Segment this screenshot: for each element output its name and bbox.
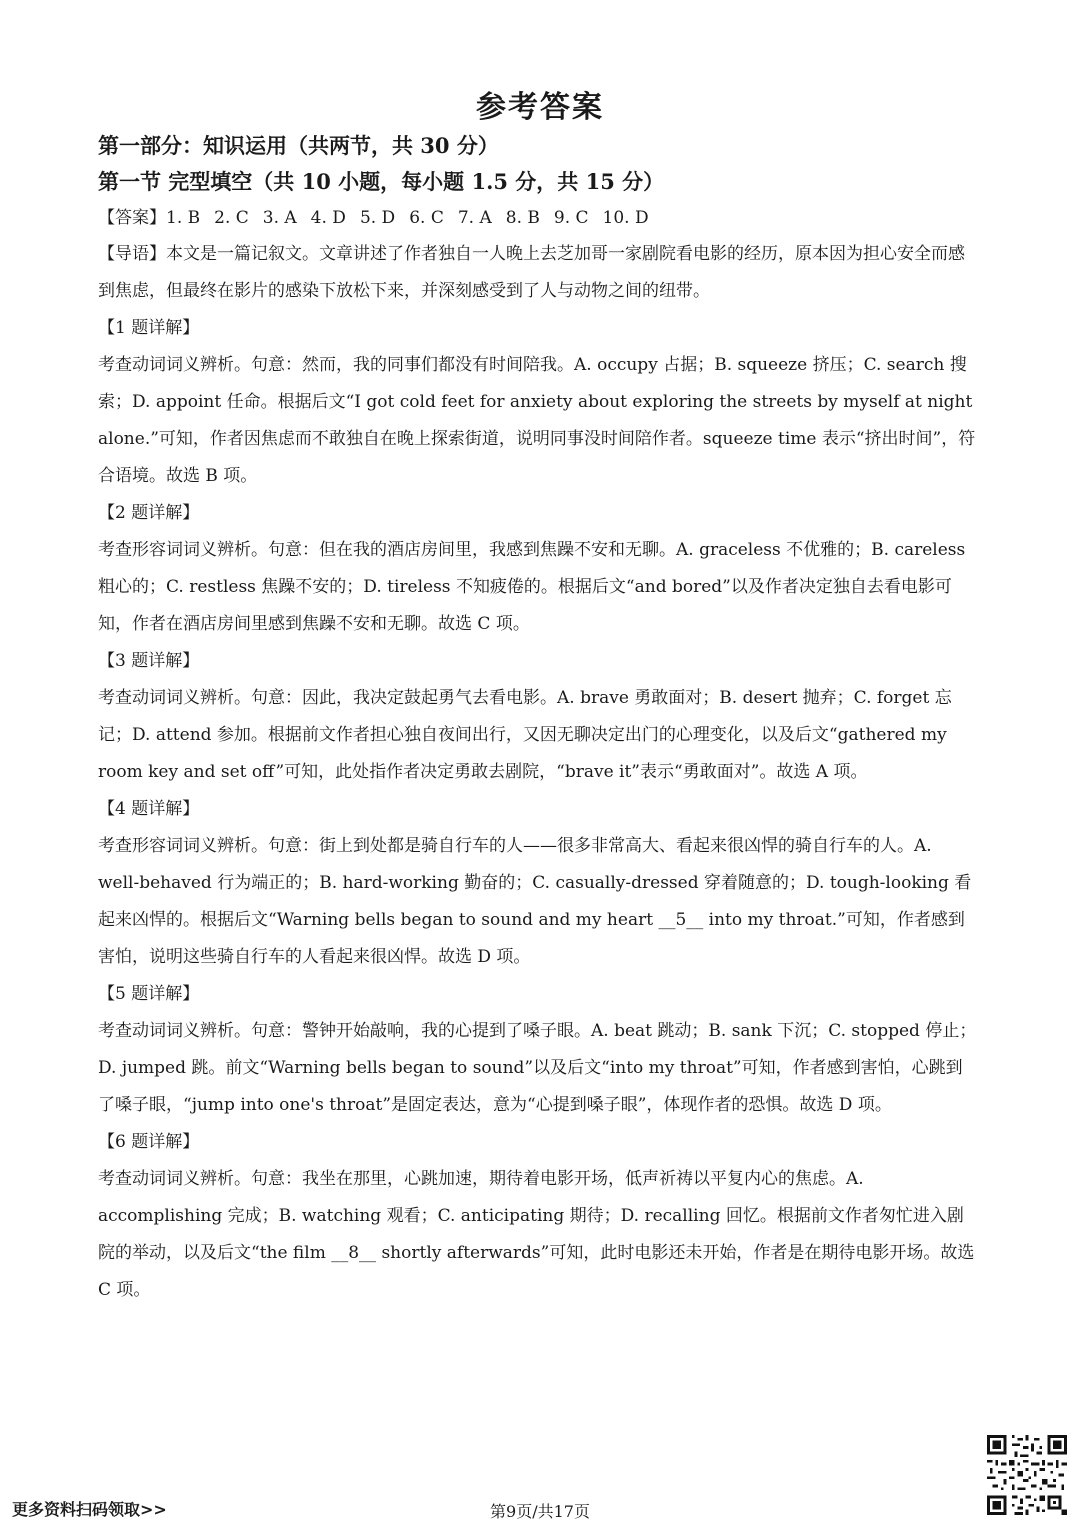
part-heading: 第一部分：知识运用（共两节，共 30 分） — [98, 133, 499, 158]
question-explanation: 考查动词词义辨析。句意：然而，我的同事们都没有时间陪我。A. occupy 占据；B. squeeze 挤压；C. search 搜索；D. appoint 任命。根据后文“I got cold feet for anxiety about exploring the streets by myself at night alone.”可知，作者因焦虑而不敢独自在晚上探索街道，说明同事没时间陪作者。squeeze time 表示“挤出时间”，符合语境。故选 B 项。 — [98, 355, 976, 486]
answer-item: 4. D — [310, 208, 346, 228]
answer-key — [98, 200, 978, 236]
question-heading: 【6 题详解】 — [98, 1132, 200, 1152]
question-explanation: 考查动词词义辨析。句意：我坐在那里，心跳加速，期待着电影开场，低声祈祷以平复内心的焦虑。A. accomplishing 完成；B. watching 观看；C. anticipating 期待；D. recalling 回忆。根据前文作者匆忙进入剧院的举动，以及后文“the film __8__ shortly afterwards”可知，此时电影还未开始，作者是在期待电影开场。故选 C 项。 — [98, 1169, 975, 1300]
question-heading: 【5 题详解】 — [98, 984, 200, 1004]
question-heading: 【4 题详解】 — [98, 799, 200, 819]
intro-paragraph — [98, 236, 978, 310]
answer-item: 3. A — [262, 208, 297, 228]
question-explanation: 考查形容词词义辨析。句意：街上到处都是骑自行车的人——很多非常高大、看起来很凶悍的骑自行车的人。A. well-behaved 行为端正的；B. hard-working 勤奋的；C. casually-dressed 穿着随意的；D. tough-looking 看起来凶悍的。根据后文“Warning bells began to sound and my heart __5__ into my throat.”可知，作者感到害怕，说明这些骑自行车的人看起来很凶悍。故选 D 项。 — [98, 836, 972, 967]
answer-item: 5. D — [359, 208, 396, 228]
question-explanation: 考查动词词义辨析。句意：警钟开始敲响，我的心提到了嗓子眼。A. beat 跳动；B. sank 下沉；C. stopped 停止；D. jumped 跳。前文“Warning bells began to sound”以及后文“into my throat”可知，作者感到害怕，心跳到了嗓子眼，“jump into one's throat”是固定表达，意为“心提到嗓子眼”，体现作者的恐惧。故选 D 项。 — [98, 1021, 977, 1115]
intro-label: 【导语】 — [98, 244, 166, 264]
question-heading: 【1 题详解】 — [98, 318, 200, 338]
question-explanation: 考查动词词义辨析。句意：因此，我决定鼓起勇气去看电影。A. brave 勇敢面对；B. desert 抛弃；C. forget 忘记；D. attend 参加。根据前文作者担心独自夜间出行，又因无聊决定出门的心理变化，以及后文“gathered my room key and set off”可知，此处指作者决定勇敢去剧院，“brave it”表示“勇敢面对”。故选 A 项。 — [98, 688, 952, 782]
answer-item: 2. C — [214, 208, 249, 228]
answer-item: 1. B — [166, 208, 201, 228]
question-heading: 【3 题详解】 — [98, 651, 200, 671]
answer-item: 6. C — [409, 208, 444, 228]
intro-text: 本文是一篇记叙文。文章讲述了作者独自一人晚上去芝加哥一家剧院看电影的经历，原本因为担心安全而感到焦虑，但最终在影片的感染下放松下来，并深刻感受到了人与动物之间的纽带。 — [98, 244, 965, 301]
answer-item: 9. C — [553, 208, 589, 228]
document-body — [98, 128, 978, 1309]
question-explanation: 考查形容词词义辨析。句意：但在我的酒店房间里，我感到焦躁不安和无聊。A. graceless 不优雅的；B. careless 粗心的；C. restless 焦躁不安的；D. tireless 不知疲倦的。根据后文“and bored”以及作者决定独自去看电影可知，作者在酒店房间里感到焦躁不安和无聊。故选 C 项。 — [98, 540, 966, 634]
answer-item: 8. B — [505, 208, 540, 228]
page-number: 第9页/共17页 — [490, 1502, 590, 1521]
answer-label: 【答案】 — [98, 208, 166, 228]
answer-item: 7. A — [457, 208, 492, 228]
footer-scan-prompt: 更多资料扫码领取>> — [12, 1500, 167, 1519]
answer-item: 10. D — [602, 208, 649, 228]
page-title: 参考答案 — [476, 90, 604, 125]
question-heading: 【2 题详解】 — [98, 503, 200, 523]
section-heading: 第一节 完型填空（共 10 小题，每小题 1.5 分，共 15 分） — [98, 169, 665, 194]
